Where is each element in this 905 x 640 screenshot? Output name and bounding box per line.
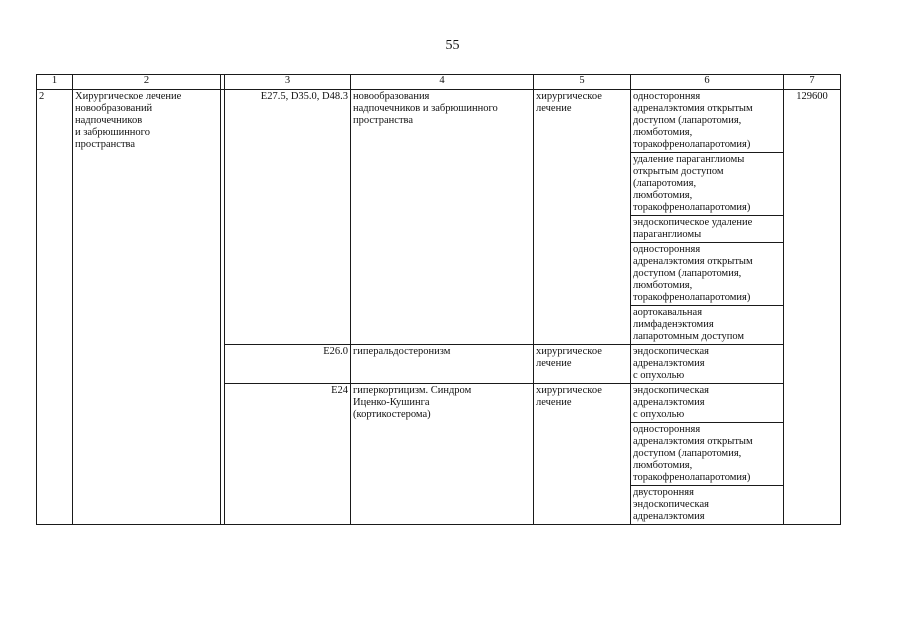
column-number-row	[37, 75, 841, 90]
price-cell: 129600	[784, 90, 841, 525]
diagnosis-cell: гиперкортицизм. Синдром Иценко-Кушинга (кортикостерома)	[351, 384, 534, 525]
header-cell: 3	[225, 75, 351, 90]
treatment-table	[36, 74, 841, 525]
treatment-method-cell: эндоскопическая адреналэктомия с опухолью	[631, 345, 784, 384]
treatment-method-cell: удаление параганглиомы открытым доступом (лапаротомия, люмботомия, торакофренолапаротомия)	[631, 153, 784, 216]
treatment-method-cell: односторонняя адреналэктомия открытым доступом (лапаротомия, люмботомия, торакофренолапаротомия)	[631, 243, 784, 306]
treatment-method-cell: односторонняя адреналэктомия открытым доступом (лапаротомия, люмботомия, торакофренолапаротомия)	[631, 90, 784, 153]
treatment-type-cell: хирургическое лечение	[534, 384, 631, 525]
procedure-name-cell: Хирургическое лечение новообразований надпочечников и забрюшинного пространства	[73, 90, 221, 525]
header-cell: 6	[631, 75, 784, 90]
treatment-method-cell: двусторонняя эндоскопическая адреналэктомия	[631, 486, 784, 525]
table-body	[37, 75, 841, 525]
header-cell: 7	[784, 75, 841, 90]
header-cell: 1	[37, 75, 73, 90]
treatment-method-cell: односторонняя адреналэктомия открытым доступом (лапаротомия, люмботомия, торакофренолапаротомия)	[631, 423, 784, 486]
diagnosis-code-cell: E27.5, D35.0, D48.3	[225, 90, 351, 345]
diagnosis-cell: гиперальдостеронизм	[351, 345, 534, 384]
header-cell: 4	[351, 75, 534, 90]
row-number-cell: 2	[37, 90, 73, 525]
treatment-type-cell: хирургическое лечение	[534, 345, 631, 384]
treatment-method-cell: эндоскопическое удаление параганглиомы	[631, 216, 784, 243]
treatment-method-cell: аортокавальная лимфаденэктомия лапаротомным доступом	[631, 306, 784, 345]
diagnosis-cell: новообразования надпочечников и забрюшинного пространства	[351, 90, 534, 345]
page-number: 55	[445, 38, 460, 53]
diagnosis-code-cell: E26.0	[225, 345, 351, 384]
header-cell: 5	[534, 75, 631, 90]
table-row	[37, 90, 841, 153]
treatment-type-cell: хирургическое лечение	[534, 90, 631, 345]
diagnosis-code-cell: E24	[225, 384, 351, 525]
header-cell: 2	[73, 75, 221, 90]
treatment-method-cell: эндоскопическая адреналэктомия с опухолью	[631, 384, 784, 423]
